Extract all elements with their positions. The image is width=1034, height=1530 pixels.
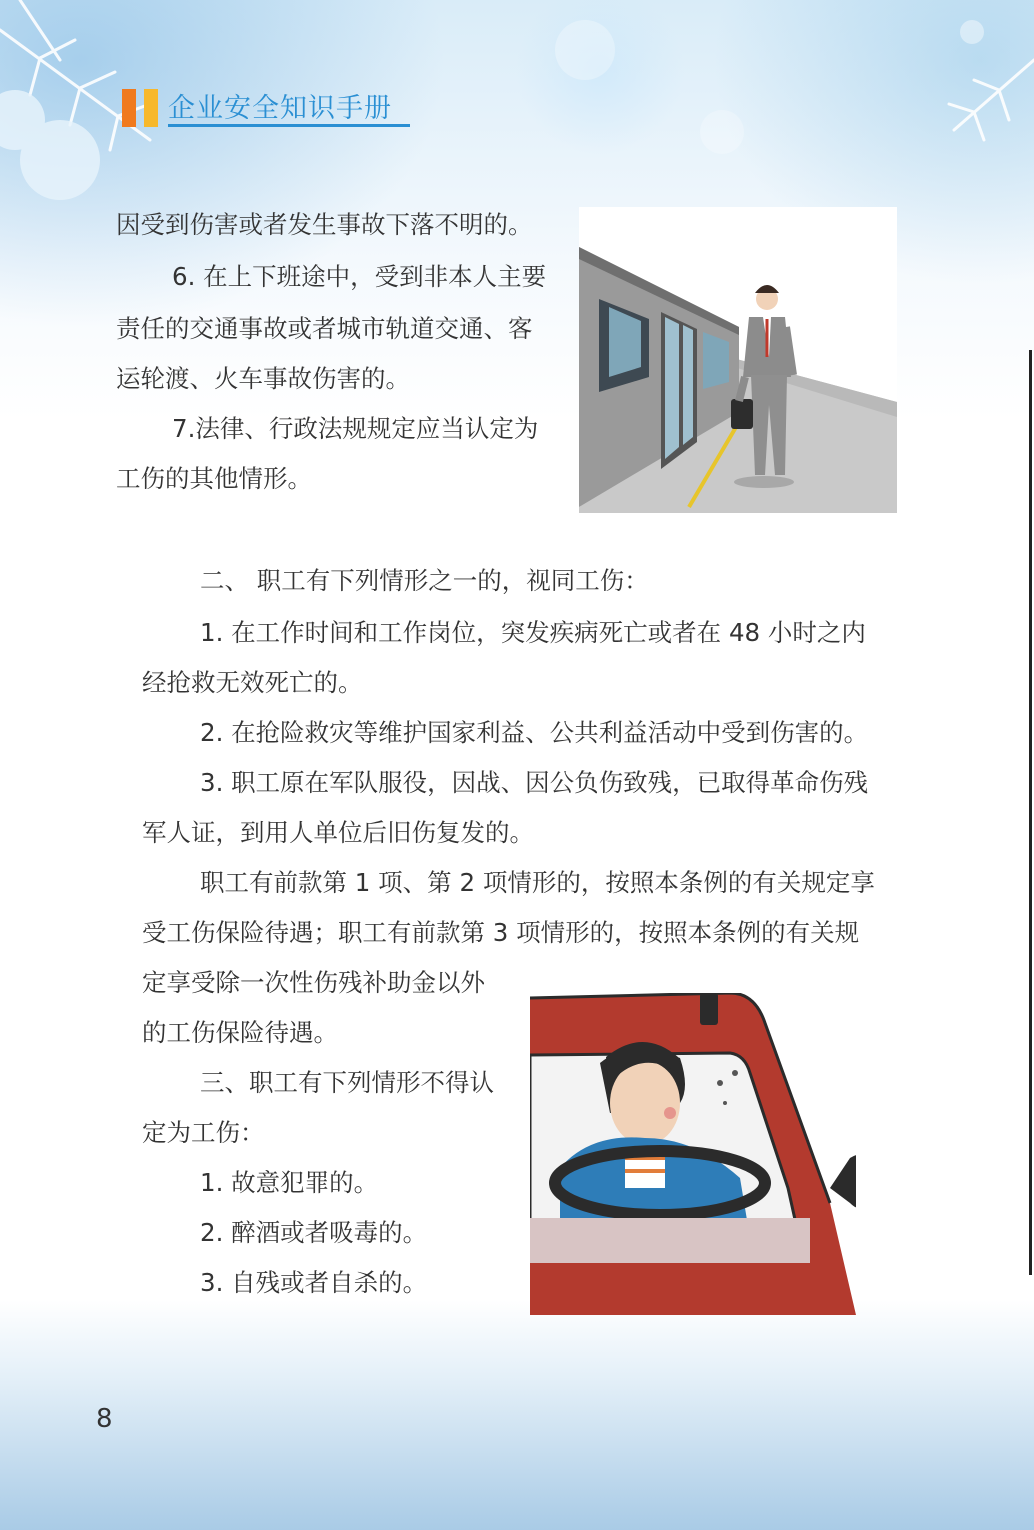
paragraph-line: 职工有前款第 1 项、第 2 项情形的，按照本条例的有关规定享 bbox=[200, 868, 875, 897]
header-bar-yellow bbox=[144, 89, 158, 127]
header-underline bbox=[168, 124, 410, 127]
train-commuter-illustration bbox=[579, 207, 897, 513]
paragraph-line: 责任的交通事故或者城市轨道交通、客 bbox=[116, 314, 533, 343]
snow-flake bbox=[700, 110, 744, 154]
paragraph-line: 经抢救无效死亡的。 bbox=[142, 668, 363, 697]
header-bar-orange bbox=[122, 89, 136, 127]
paragraph-line: 1. 在工作时间和工作岗位，突发疾病死亡或者在 48 小时之内 bbox=[200, 618, 866, 647]
paragraph-line: 运轮渡、火车事故伤害的。 bbox=[116, 364, 410, 393]
paragraph-line: 7.法律、行政法规规定应当认定为 bbox=[172, 414, 539, 443]
paragraph-line: 的工伤保险待遇。 bbox=[142, 1018, 338, 1047]
paragraph-line: 2. 醉酒或者吸毒的。 bbox=[200, 1218, 428, 1247]
snow-flake bbox=[555, 20, 615, 80]
paragraph-line: 2. 在抢险救灾等维护国家利益、公共利益活动中受到伤害的。 bbox=[200, 718, 869, 747]
driver-illustration bbox=[530, 993, 856, 1315]
paragraph-line: 定享受除一次性伤残补助金以外 bbox=[142, 968, 485, 997]
paragraph-line: 定为工伤： bbox=[142, 1118, 265, 1147]
margin-rule bbox=[1029, 350, 1032, 1275]
snow-flake bbox=[960, 20, 984, 44]
paragraph-line: 3. 职工原在军队服役，因战、因公负伤致残，已取得革命伤残 bbox=[200, 768, 869, 797]
paragraph-line: 受工伤保险待遇；职工有前款第 3 项情形的，按照本条例的有关规 bbox=[142, 918, 860, 947]
paragraph-line: 3. 自残或者自杀的。 bbox=[200, 1268, 428, 1297]
paragraph-line: 6. 在上下班途中，受到非本人主要 bbox=[172, 262, 547, 291]
paragraph-line: 三、职工有下列情形不得认 bbox=[200, 1068, 494, 1097]
header-title: 企业安全知识手册 bbox=[168, 93, 392, 124]
paragraph-line: 1. 故意犯罪的。 bbox=[200, 1168, 379, 1197]
paragraph-line: 因受到伤害或者发生事故下落不明的。 bbox=[116, 210, 533, 239]
paragraph-line: 工伤的其他情形。 bbox=[116, 464, 312, 493]
paragraph-line: 军人证，到用人单位后旧伤复发的。 bbox=[142, 818, 534, 847]
paragraph-line: 二、 职工有下列情形之一的，视同工伤： bbox=[200, 566, 649, 595]
page-number: 8 bbox=[96, 1404, 113, 1434]
